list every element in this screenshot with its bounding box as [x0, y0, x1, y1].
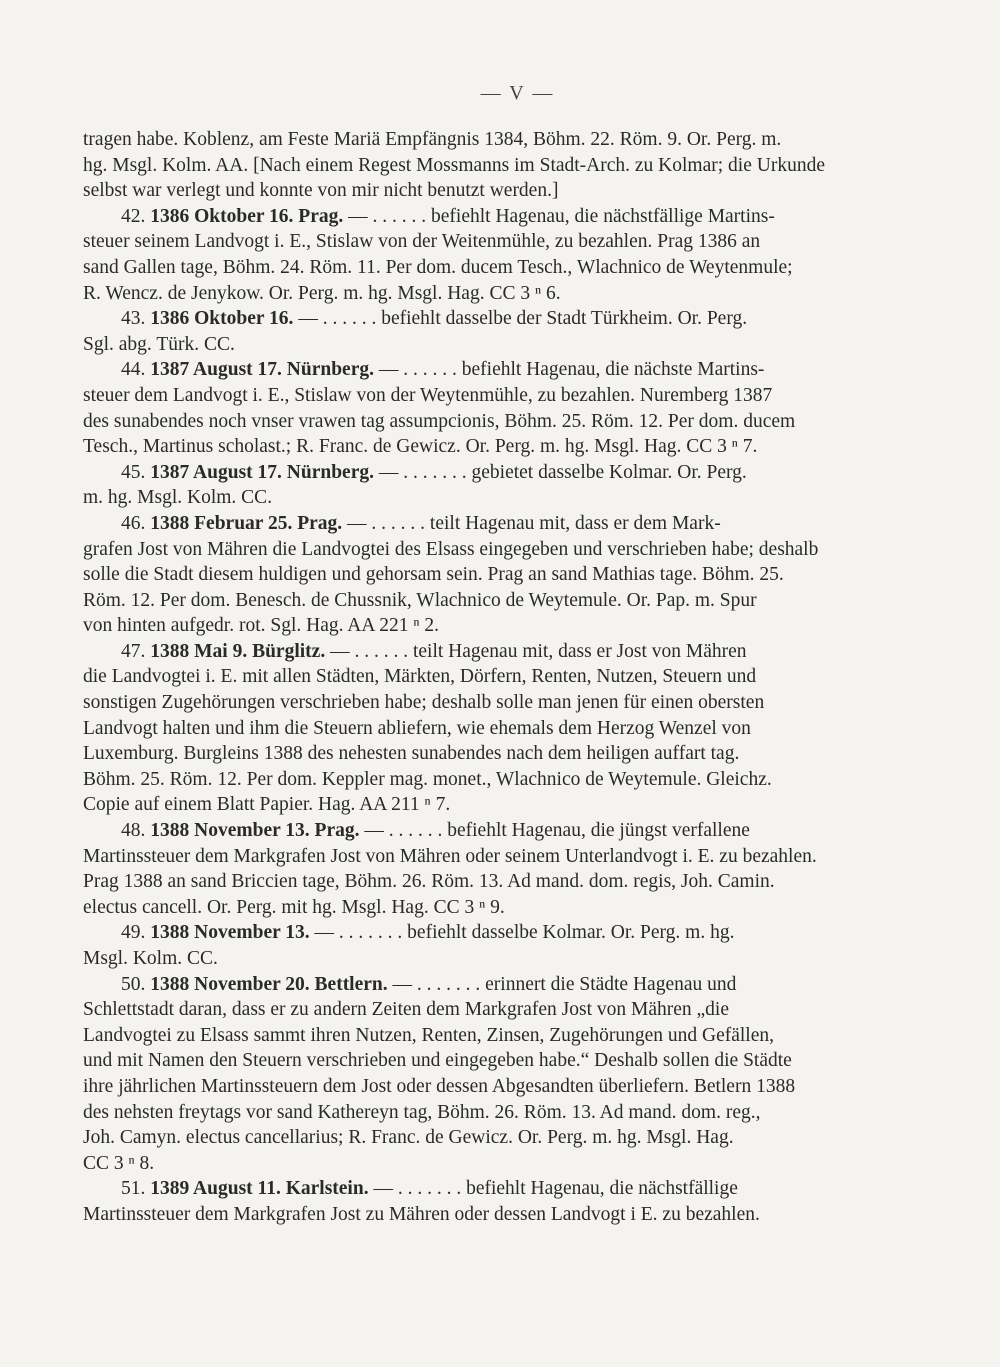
page-number: — V —	[480, 82, 555, 104]
entry-summary-start: — . . . . . . teilt Hagenau mit, dass er dem Mark-	[342, 512, 721, 534]
entry-summary-start: — . . . . . . . befiehlt dasselbe Kolmar. Or. Perg. m. hg.	[309, 922, 735, 944]
entry-number: 45.	[121, 461, 146, 483]
entry-number: 42.	[121, 205, 146, 227]
entry-date-place: 1388 Februar 25. Prag.	[150, 512, 343, 534]
entry-first-line	[83, 1176, 952, 1202]
text-line: sand Gallen tage, Böhm. 24. Röm. 11. Per dom. ducem Tesch., Wlachnico de Weytenmule;	[83, 256, 793, 278]
text-line: hg. Msgl. Kolm. AA. [Nach einem Regest Mossmanns im Stadt-Arch. zu Kolmar; die Urkunde	[83, 154, 825, 176]
entry-number: 44.	[121, 359, 146, 381]
regest-entry	[83, 639, 952, 818]
entry-first-line	[83, 306, 952, 332]
text-line: electus cancell. Or. Perg. mit hg. Msgl. Hag. CC 3 ⁿ 9.	[83, 896, 505, 918]
text-line: die Landvogtei i. E. mit allen Städten, Märkten, Dörfern, Renten, Nutzen, Steuern und	[83, 666, 757, 688]
text-line: sonstigen Zugehörungen verschrieben habe; deshalb solle man jenen für einen obersten	[83, 692, 765, 714]
text-line: steuer dem Landvogt i. E., Stislaw von der Weytenmühle, zu bezahlen. Nuremberg 1387	[83, 384, 773, 406]
entry-number: 50.	[121, 973, 146, 995]
entry-date-place: 1388 November 20. Bettlern.	[150, 973, 388, 995]
text-line: Prag 1388 an sand Briccien tage, Böhm. 26. Röm. 13. Ad mand. dom. regis, Joh. Camin.	[83, 871, 775, 893]
entry-summary-start: — . . . . . . befiehlt dasselbe der Stadt Türkheim. Or. Perg.	[293, 308, 748, 330]
regest-entry	[83, 511, 952, 639]
entry-number: 43.	[121, 308, 146, 330]
entry-date-place: 1388 November 13. Prag.	[150, 820, 360, 842]
text-line: des nehsten freytags vor sand Kathereyn tag, Böhm. 26. Röm. 13. Ad mand. dom. reg.,	[83, 1101, 761, 1123]
text-line: grafen Jost von Mähren die Landvogtei des Elsass eingegeben und verschrieben habe; deshalb	[83, 538, 819, 560]
entry-summary-start: — . . . . . . . befiehlt Hagenau, die nächstfällige	[368, 1178, 738, 1200]
text-line: tragen habe. Koblenz, am Feste Mariä Empfängnis 1384, Böhm. 22. Röm. 9. Or. Perg. m.	[83, 129, 782, 150]
text-line: Sgl. abg. Türk. CC.	[83, 333, 235, 355]
text-line: Landvogt halten und ihm die Steuern abliefern, wie ehemals dem Herzog Wenzel von	[83, 717, 751, 739]
text-line: selbst war verlegt und konnte von mir nicht benutzt werden.]	[83, 180, 559, 202]
entry-date-place: 1389 August 11. Karlstein.	[150, 1178, 369, 1200]
entry-number: 48.	[121, 820, 146, 842]
text-line: steuer seinem Landvogt i. E., Stislaw von der Weitenmühle, zu bezahlen. Prag 1386 an	[83, 231, 761, 253]
text-line: Copie auf einem Blatt Papier. Hag. AA 211 ⁿ 7.	[83, 794, 451, 816]
text-line: m. hg. Msgl. Kolm. CC.	[83, 487, 273, 509]
entry-summary-start: — . . . . . . befiehlt Hagenau, die nächste Martins-	[374, 359, 765, 381]
text-line: von hinten aufgedr. rot. Sgl. Hag. AA 221 ⁿ 2.	[83, 615, 440, 637]
entry-summary-start: — . . . . . . befiehlt Hagenau, die jüngst verfallene	[359, 820, 750, 842]
entry-date-place: 1387 August 17. Nürnberg.	[150, 461, 374, 483]
regest-entry	[83, 460, 952, 511]
regest-entry	[83, 920, 952, 971]
text-line: Msgl. Kolm. CC.	[83, 948, 218, 969]
entry-date-place: 1387 August 17. Nürnberg.	[150, 359, 374, 381]
text-line: Luxemburg. Burgleins 1388 des nehesten sunabendes nach dem heiligen auffart tag.	[83, 743, 740, 765]
text-line: R. Wencz. de Jenykow. Or. Perg. m. hg. Msgl. Hag. CC 3 ⁿ 6.	[83, 282, 561, 304]
entry-date-place: 1386 Oktober 16.	[150, 308, 294, 330]
entry-first-line	[83, 920, 952, 946]
text-line: Martinssteuer dem Markgrafen Jost zu Mähren oder dessen Landvogt i E. zu bezahlen.	[83, 1203, 760, 1225]
text-line: Röm. 12. Per dom. Benesch. de Chussnik, Wlachnico de Weytemule. Or. Pap. m. Spur	[83, 589, 757, 611]
regest-entry	[83, 972, 952, 1177]
text-line: des sunabendes noch vnser vrawen tag assumpcionis, Böhm. 25. Röm. 12. Per dom. ducem	[83, 410, 796, 432]
entry-summary-start: — . . . . . . . gebietet dasselbe Kolmar. Or. Perg.	[374, 461, 747, 483]
text-line: und mit Namen den Steuern verschrieben und eingegeben habe.“ Deshalb sollen die Städte	[83, 1050, 792, 1072]
text-line: Landvogtei zu Elsass sammt ihren Nutzen, Renten, Zinsen, Zugehörungen und Gefällen,	[83, 1024, 774, 1046]
regest-entry	[83, 204, 952, 306]
entry-number: 47.	[121, 640, 146, 662]
entry-date-place: 1388 November 13.	[150, 922, 310, 944]
text-line: ihre jährlichen Martinssteuern dem Jost oder dessen Abgesandten überliefern. Betlern 1388	[83, 1075, 796, 1097]
text-line: Böhm. 25. Röm. 12. Per dom. Keppler mag. monet., Wlachnico de Weytemule. Gleichz.	[83, 768, 772, 790]
text-line: Martinssteuer dem Markgrafen Jost von Mähren oder seinem Unterlandvogt i. E. zu bezahlen.	[83, 845, 817, 867]
entry-number: 51.	[121, 1178, 146, 1200]
entry-number: 49.	[121, 922, 146, 944]
entry-summary-start: — . . . . . . . erinnert die Städte Hagenau und	[387, 973, 737, 995]
entry-first-line	[83, 204, 952, 230]
entry-number: 46.	[121, 512, 146, 534]
entry-first-line	[83, 357, 952, 383]
regest-entry	[83, 357, 952, 459]
entry-first-line	[83, 511, 952, 537]
entry-first-line	[83, 972, 952, 998]
entry-date-place: 1386 Oktober 16. Prag.	[150, 205, 344, 227]
regest-entry	[83, 1176, 952, 1227]
text-line: Tesch., Martinus scholast.; R. Franc. de Gewicz. Or. Perg. m. hg. Msgl. Hag. CC 3 ⁿ 7.	[83, 436, 758, 458]
text-line: CC 3 ⁿ 8.	[83, 1152, 155, 1174]
entry-summary-start: — . . . . . . teilt Hagenau mit, dass er Jost von Mähren	[325, 640, 747, 662]
intro-paragraph	[83, 127, 952, 204]
entry-first-line	[83, 639, 952, 665]
regest-entry	[83, 306, 952, 357]
entry-date-place: 1388 Mai 9. Bürglitz.	[150, 640, 326, 662]
text-line: solle die Stadt diesem huldigen und gehorsam sein. Prag an sand Mathias tage. Böhm. 25.	[83, 564, 784, 586]
entry-first-line	[83, 818, 952, 844]
text-line: Schlettstadt daran, dass er zu andern Zeiten dem Markgrafen Jost von Mähren „die	[83, 999, 729, 1021]
regest-entry	[83, 818, 952, 920]
text-line: Joh. Camyn. electus cancellarius; R. Franc. de Gewicz. Or. Perg. m. hg. Msgl. Hag.	[83, 1127, 734, 1149]
entry-first-line	[83, 460, 952, 486]
entry-summary-start: — . . . . . . befiehlt Hagenau, die nächstfällige Martins-	[343, 205, 775, 227]
document-body	[83, 127, 952, 1228]
